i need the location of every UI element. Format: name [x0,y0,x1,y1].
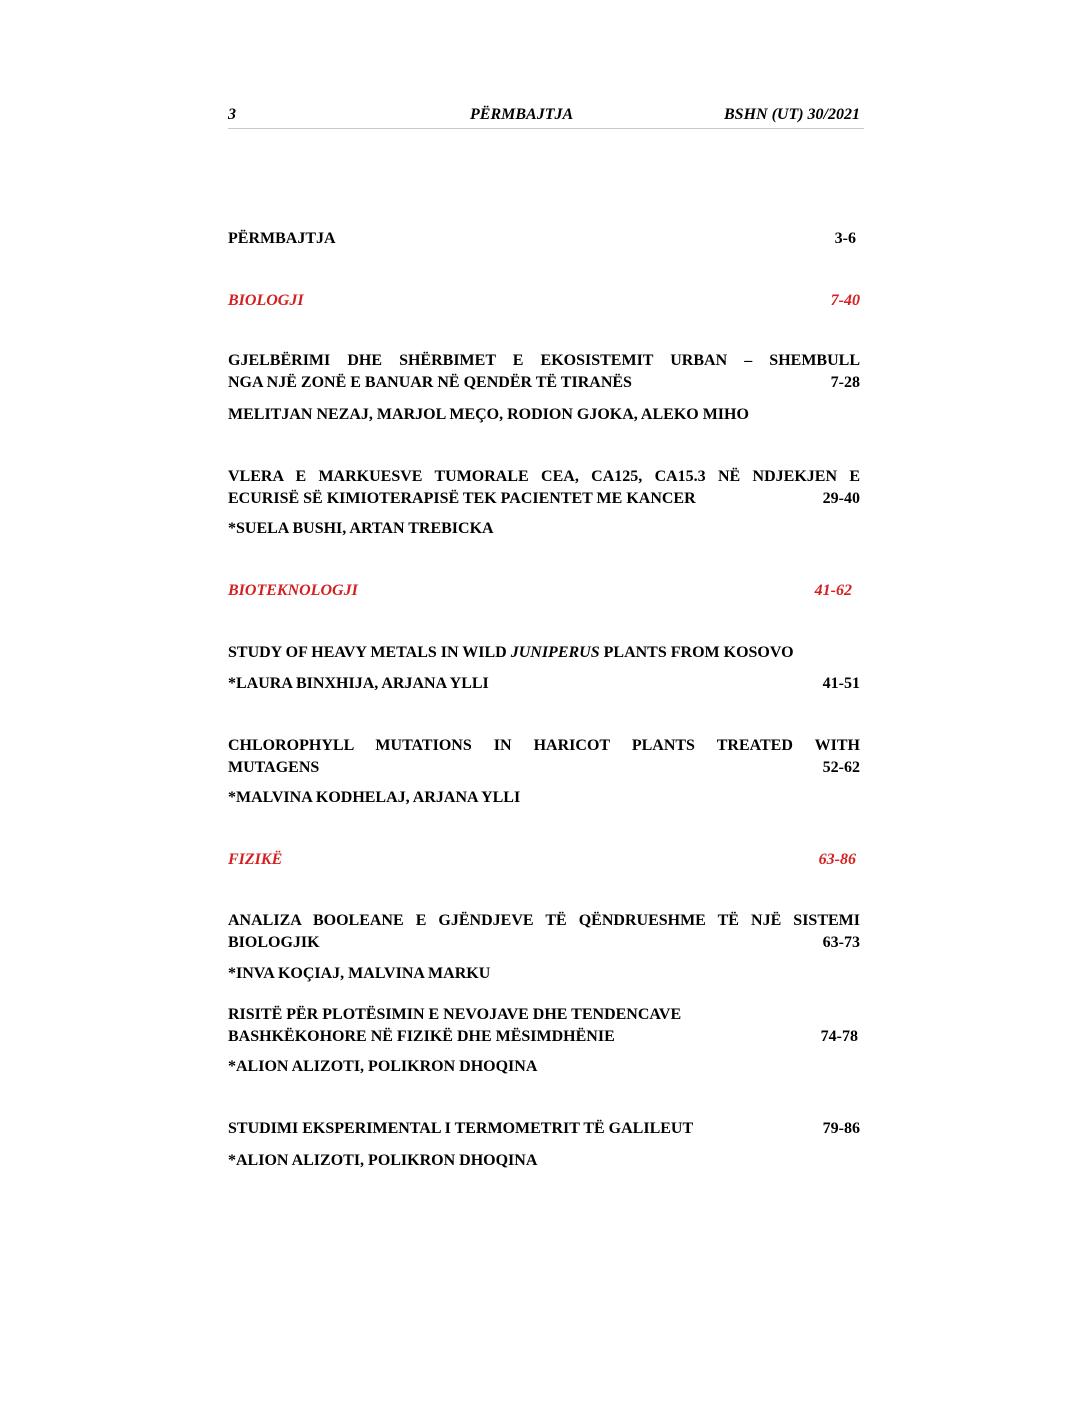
section-heading-biologji [228,290,860,312]
running-header [228,106,864,129]
article-title-part: PLANTS FROM KOSOVO [599,644,794,661]
article-authors: *MALVINA KODHELAJ, ARJANA YLLI [228,789,521,806]
header-title: PËRMBAJTJA [470,106,574,123]
article-entry [228,1118,860,1140]
article-title: STUDIMI EKSPERIMENTAL I TERMOMETRIT TË GALILEUT [228,1120,694,1137]
section-name: FIZIKË [228,851,283,868]
section-pages: 63-86 [818,851,856,868]
article-pages: 7-28 [830,374,860,391]
section-pages: 7-40 [830,292,860,309]
section-name: BIOTEKNOLOGJI [228,582,358,599]
page-number: 3 [228,106,236,123]
article-title-line: ANALIZA BOOLEANE E GJËNDJEVE TË QËNDRUESHME TË NJË SISTEMI [228,912,860,929]
article-title-line: BASHKËKOHORE NË FIZIKË DHE MËSIMDHËNIE [228,1028,615,1045]
article-authors: *LAURA BINXHIJA, ARJANA YLLI [228,675,489,692]
article-pages: 63-73 [822,934,860,951]
article-entry [228,466,860,510]
article-title-part: STUDY OF HEAVY METALS IN WILD [228,644,511,661]
contents-label: PËRMBAJTJA [228,230,336,247]
article-title-line: ECURISË SË KIMIOTERAPISË TEK PACIENTET ME KANCER [228,490,696,507]
article-authors: *ALION ALIZOTI, POLIKRON DHOQINA [228,1058,538,1075]
article-authors: *SUELA BUSHI, ARTAN TREBICKA [228,520,494,537]
article-entry [228,735,860,779]
article-pages: 41-51 [822,675,860,692]
section-pages: 41-62 [814,582,852,599]
article-title-line: NGA NJË ZONË E BANUAR NË QENDËR TË TIRANËS [228,374,632,391]
article-title-line: GJELBËRIMI DHE SHËRBIMET E EKOSISTEMIT URBAN – SHEMBULL [228,352,860,369]
article-entry [228,910,860,954]
article-pages: 79-86 [822,1120,860,1137]
section-heading-fizike [228,849,860,871]
article-authors: *ALION ALIZOTI, POLIKRON DHOQINA [228,1152,538,1169]
article-pages: 74-78 [820,1028,858,1045]
journal-id: BSHN (UT) 30/2021 [724,106,860,123]
section-heading-bioteknologji [228,580,860,602]
contents-pages: 3-6 [834,230,856,247]
article-entry [228,350,860,394]
section-name: BIOLOGJI [228,292,304,309]
article-authors: MELITJAN NEZAJ, MARJOL MEÇO, RODION GJOKA, ALEKO MIHO [228,406,749,423]
article-title-line: VLERA E MARKUESVE TUMORALE CEA, CA125, CA15.3 NË NDJEKJEN E [228,468,860,485]
contents-entry [228,228,860,250]
article-entry [228,642,860,664]
article-title-line: CHLOROPHYLL MUTATIONS IN HARICOT PLANTS TREATED WITH [228,737,860,754]
article-entry [228,1004,860,1048]
species-name: JUNIPERUS [510,644,600,661]
article-title-line: RISITË PËR PLOTËSIMIN E NEVOJAVE DHE TENDENCAVE [228,1006,682,1023]
article-pages: 52-62 [822,759,860,776]
article-authors-row [228,673,860,695]
article-title-line: BIOLOGJIK [228,934,320,951]
article-pages: 29-40 [822,490,860,507]
article-authors: *INVA KOÇIAJ, MALVINA MARKU [228,965,491,982]
article-title-line: MUTAGENS [228,759,320,776]
